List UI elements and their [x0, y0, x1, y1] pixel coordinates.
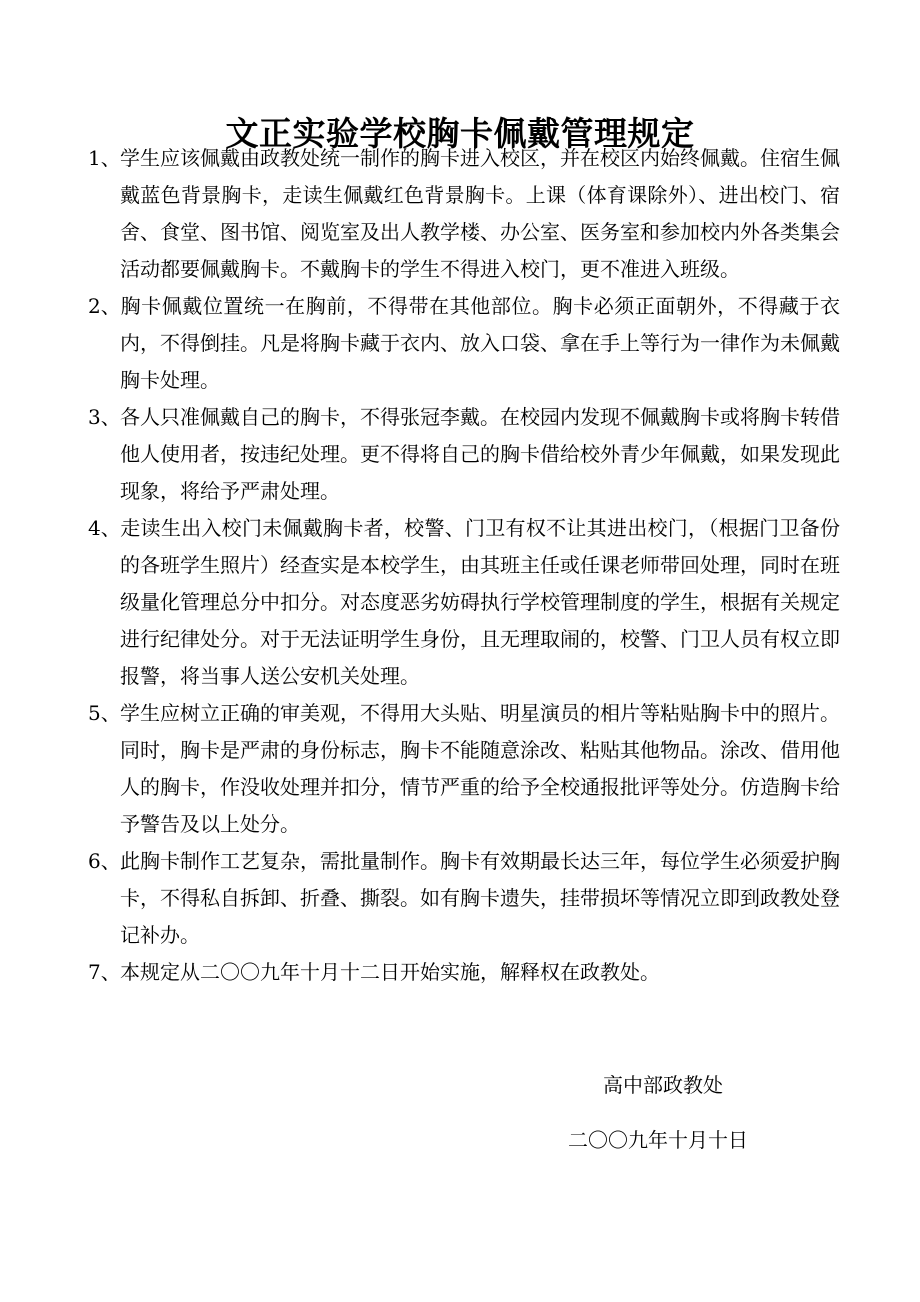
item-text: 学生应树立正确的审美观，不得用大头贴、明星演员的相片等粘贴胸卡中的照片。同时，胸卡是严肃的身份标志，胸卡不能随意涂改、粘贴其他物品。涂改、借用他人的胸卡，作没收处理并扣分，情节严重的给予全校通报批评等处分。仿造胸卡给予警告及以上处分。: [120, 701, 840, 836]
item-text: 本规定从二〇〇九年十月十二日开始实施，解释权在政教处。: [120, 960, 660, 984]
item-number: 7、: [88, 960, 121, 984]
regulation-item-6: [88, 843, 840, 954]
regulation-item-2: [88, 288, 840, 399]
regulation-list: [88, 140, 840, 991]
item-number: 1、: [88, 146, 121, 170]
item-text: 学生应该佩戴由政教处统一制作的胸卡进入校区，并在校区内始终佩戴。住宿生佩戴蓝色背景胸卡，走读生佩戴红色背景胸卡。上课（体育课除外）、进出校门、宿舍、食堂、图书馆、阅览室及出人教学楼、办公室、医务室和参加校内外各类集会活动都要佩戴胸卡。不戴胸卡的学生不得进入校门，更不准进入班级。: [120, 146, 840, 281]
regulation-item-7: [88, 954, 840, 991]
item-text: 此胸卡制作工艺复杂，需批量制作。胸卡有效期最长达三年，每位学生必须爱护胸卡，不得私自拆卸、折叠、撕裂。如有胸卡遗失，挂带损坏等情况立即到政教处登记补办。: [120, 849, 840, 947]
item-number: 4、: [88, 516, 121, 540]
regulation-item-4: [88, 510, 840, 695]
item-text: 胸卡佩戴位置统一在胸前，不得带在其他部位。胸卡必须正面朝外，不得藏于衣内，不得倒挂。凡是将胸卡藏于衣内、放入口袋、拿在手上等行为一律作为未佩戴胸卡处理。: [120, 294, 840, 392]
regulation-item-1: [88, 140, 840, 288]
signature-date: 二〇〇九年十月十日: [568, 1128, 748, 1152]
item-number: 5、: [88, 701, 121, 725]
document-title: 文正实验学校胸卡佩戴管理规定: [225, 114, 695, 154]
item-text: 走读生出入校门未佩戴胸卡者，校警、门卫有权不让其进出校门，（根据门卫备份的各班学生照片）经查实是本校学生，由其班主任或任课老师带回处理，同时在班级量化管理总分中扣分。对态度恶劣妨碍执行学校管理制度的学生，根据有关规定进行纪律处分。对于无法证明学生身份，且无理取闹的，校警、门卫人员有权立即报警，将当事人送公安机关处理。: [120, 516, 840, 688]
item-number: 6、: [88, 849, 121, 873]
regulation-item-5: [88, 695, 840, 843]
signature-department: 高中部政教处: [603, 1073, 723, 1097]
regulation-item-3: [88, 399, 840, 510]
item-number: 3、: [88, 405, 121, 429]
item-text: 各人只准佩戴自己的胸卡，不得张冠李戴。在校园内发现不佩戴胸卡或将胸卡转借他人使用者，按违纪处理。更不得将自己的胸卡借给校外青少年佩戴，如果发现此现象，将给予严肃处理。: [120, 405, 840, 503]
item-number: 2、: [88, 294, 121, 318]
